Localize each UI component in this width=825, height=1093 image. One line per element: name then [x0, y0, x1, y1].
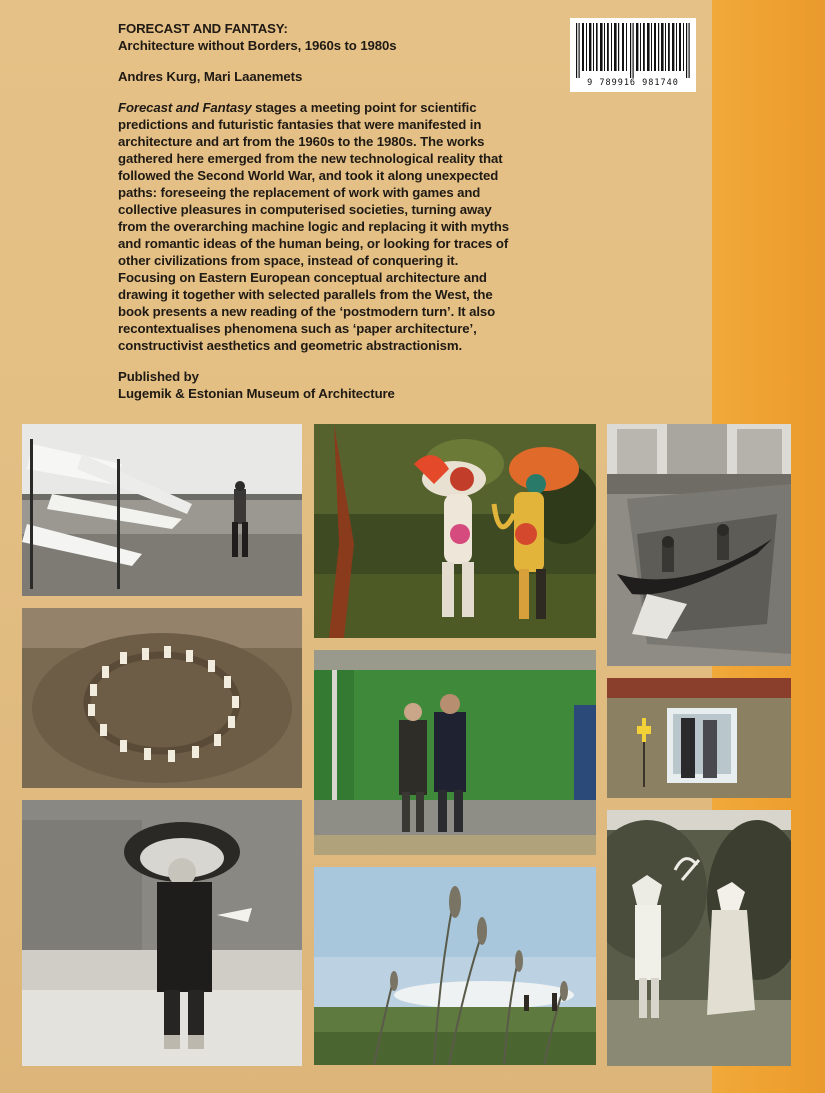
photo-boat-collage: [607, 424, 791, 666]
photo-reeds-field: [314, 867, 596, 1065]
blurb-italic-title: Forecast and Fantasy: [118, 100, 252, 115]
book-authors: Andres Kurg, Mari Laanemets: [118, 69, 303, 84]
book-title: FORECAST AND FANTASY:: [118, 21, 288, 36]
publisher-name: Lugemik & Estonian Museum of Architecture: [118, 386, 395, 401]
photo-stone-circle: [22, 608, 302, 788]
photo-two-men-wall: [314, 650, 596, 855]
isbn-barcode: [570, 18, 696, 92]
published-by-label: Published by: [118, 369, 199, 384]
photo-booth-installation: [607, 678, 791, 798]
photo-helmet-figure: [22, 800, 302, 1066]
barcode-bars: [574, 23, 692, 78]
isbn-digits: 9 789916 981740: [587, 78, 679, 88]
book-subtitle: Architecture without Borders, 1960s to 1980s: [118, 38, 397, 53]
photo-masked-figures: [607, 810, 791, 1066]
book-blurb: [118, 99, 518, 354]
photo-costumed-figures: [314, 424, 596, 638]
blurb-text: stages a meeting point for scientific predictions and futuristic fantasies that were manifested in architecture and art from the 1960s to the 1980s. The works gathered here emerged from the new technological reality that followed the Second World War, and took it along unexpected paths: foreseeing the replacement of work with games and collective pleasures in computerised societies, turning away from the overarching machine logic and replacing it with myths and romantic ideas of the human being, or looking for traces of other civilizations from space, instead of conquering it. Focusing on Eastern European conceptual architecture and drawing it together with selected parallels from the West, the book presents a new reading of the ‘postmodern turn’. It also recontextualises phenomena such as ‘paper architecture’, constructivist aesthetics and geometric abstractionism.: [118, 100, 509, 353]
photo-field-ribbons: [22, 424, 302, 596]
cover-text-block: [118, 20, 518, 402]
